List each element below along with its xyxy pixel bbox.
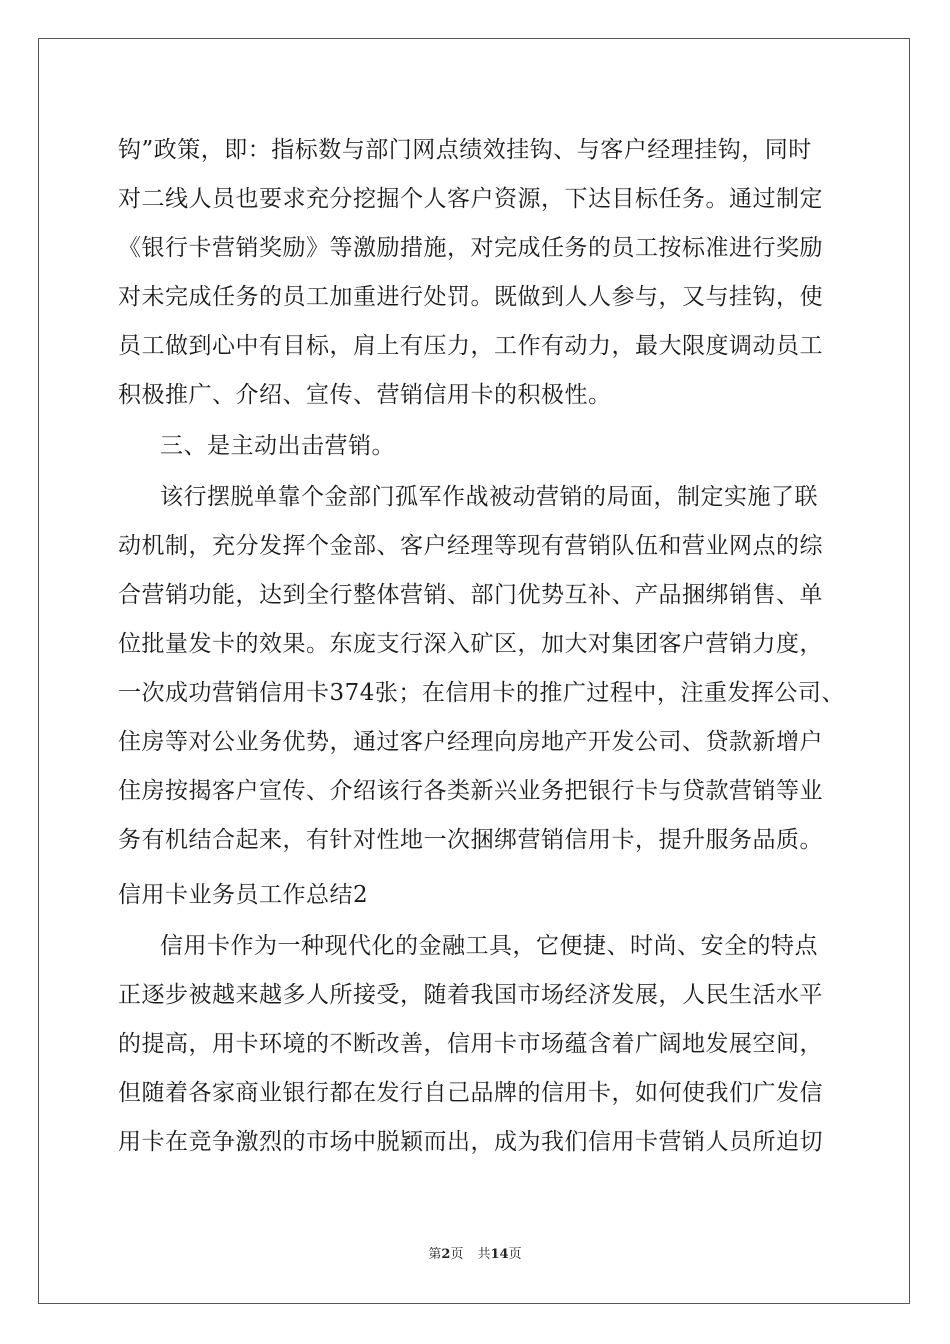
text-line: 对未完成任务的员工加重进行处罚。既做到人人参与，又与挂钩，使 — [118, 284, 823, 310]
text-line: 《银行卡营销奖励》等激励措施，对完成任务的员工按标准进行奖励 — [118, 235, 823, 261]
text-line: 务有机结合起来，有针对性地一次捆绑营销信用卡，提升服务品质。 — [118, 827, 823, 853]
document-title: 信用卡业务员工作总结2 — [118, 882, 369, 908]
paragraph-first-line: 该行摆脱单靠个金部门孤军作战被动营销的局面，制定实施了联 — [160, 484, 818, 510]
page-footer — [0, 1243, 950, 1262]
text-line: 位批量发卡的效果。东庞支行深入矿区，加大对集团客户营销力度， — [118, 631, 823, 657]
text-line: 的提高，用卡环境的不断改善，信用卡市场蕴含着广阔地发展空间， — [118, 1031, 823, 1057]
text-line: 住房等对公业务优势，通过客户经理向房地产开发公司、贷款新增户 — [118, 729, 823, 755]
page-border — [38, 38, 910, 1304]
text-line: 但随着各家商业银行都在发行自己品牌的信用卡，如何使我们广发信 — [118, 1080, 823, 1106]
section-heading: 三、是主动出击营销。 — [160, 433, 395, 459]
text-line: 积极推广、介绍、宣传、营销信用卡的积极性。 — [118, 382, 612, 408]
text-line: 钩”政策，即：指标数与部门网点绩效挂钩、与客户经理挂钩，同时 — [118, 137, 812, 163]
text-line: 一次成功营销信用卡374张；在信用卡的推广过程中，注重发挥公司、 — [118, 680, 845, 706]
text-line: 动机制，充分发挥个金部、客户经理等现有营销队伍和营业网点的综 — [118, 533, 823, 559]
text-line: 对二线人员也要求充分挖掘个人客户资源，下达目标任务。通过制定 — [118, 186, 823, 212]
paragraph-first-line: 信用卡作为一种现代化的金融工具，它便捷、时尚、安全的特点 — [160, 933, 818, 959]
text-line: 合营销功能，达到全行整体营销、部门优势互补、产品捆绑销售、单 — [118, 582, 823, 608]
page-number: 第2页 — [428, 1247, 464, 1262]
text-line: 员工做到心中有目标，肩上有压力，工作有动力，最大限度调动员工 — [118, 333, 823, 359]
text-line: 用卡在竞争激烈的市场中脱颖而出，成为我们信用卡营销人员所迫切 — [118, 1129, 823, 1155]
text-line: 住房按揭客户宣传、介绍该行各类新兴业务把银行卡与贷款营销等业 — [118, 778, 823, 804]
text-line: 正逐步被越来越多人所接受，随着我国市场经济发展，人民生活水平 — [118, 982, 823, 1008]
page-total: 共14页 — [477, 1247, 522, 1262]
